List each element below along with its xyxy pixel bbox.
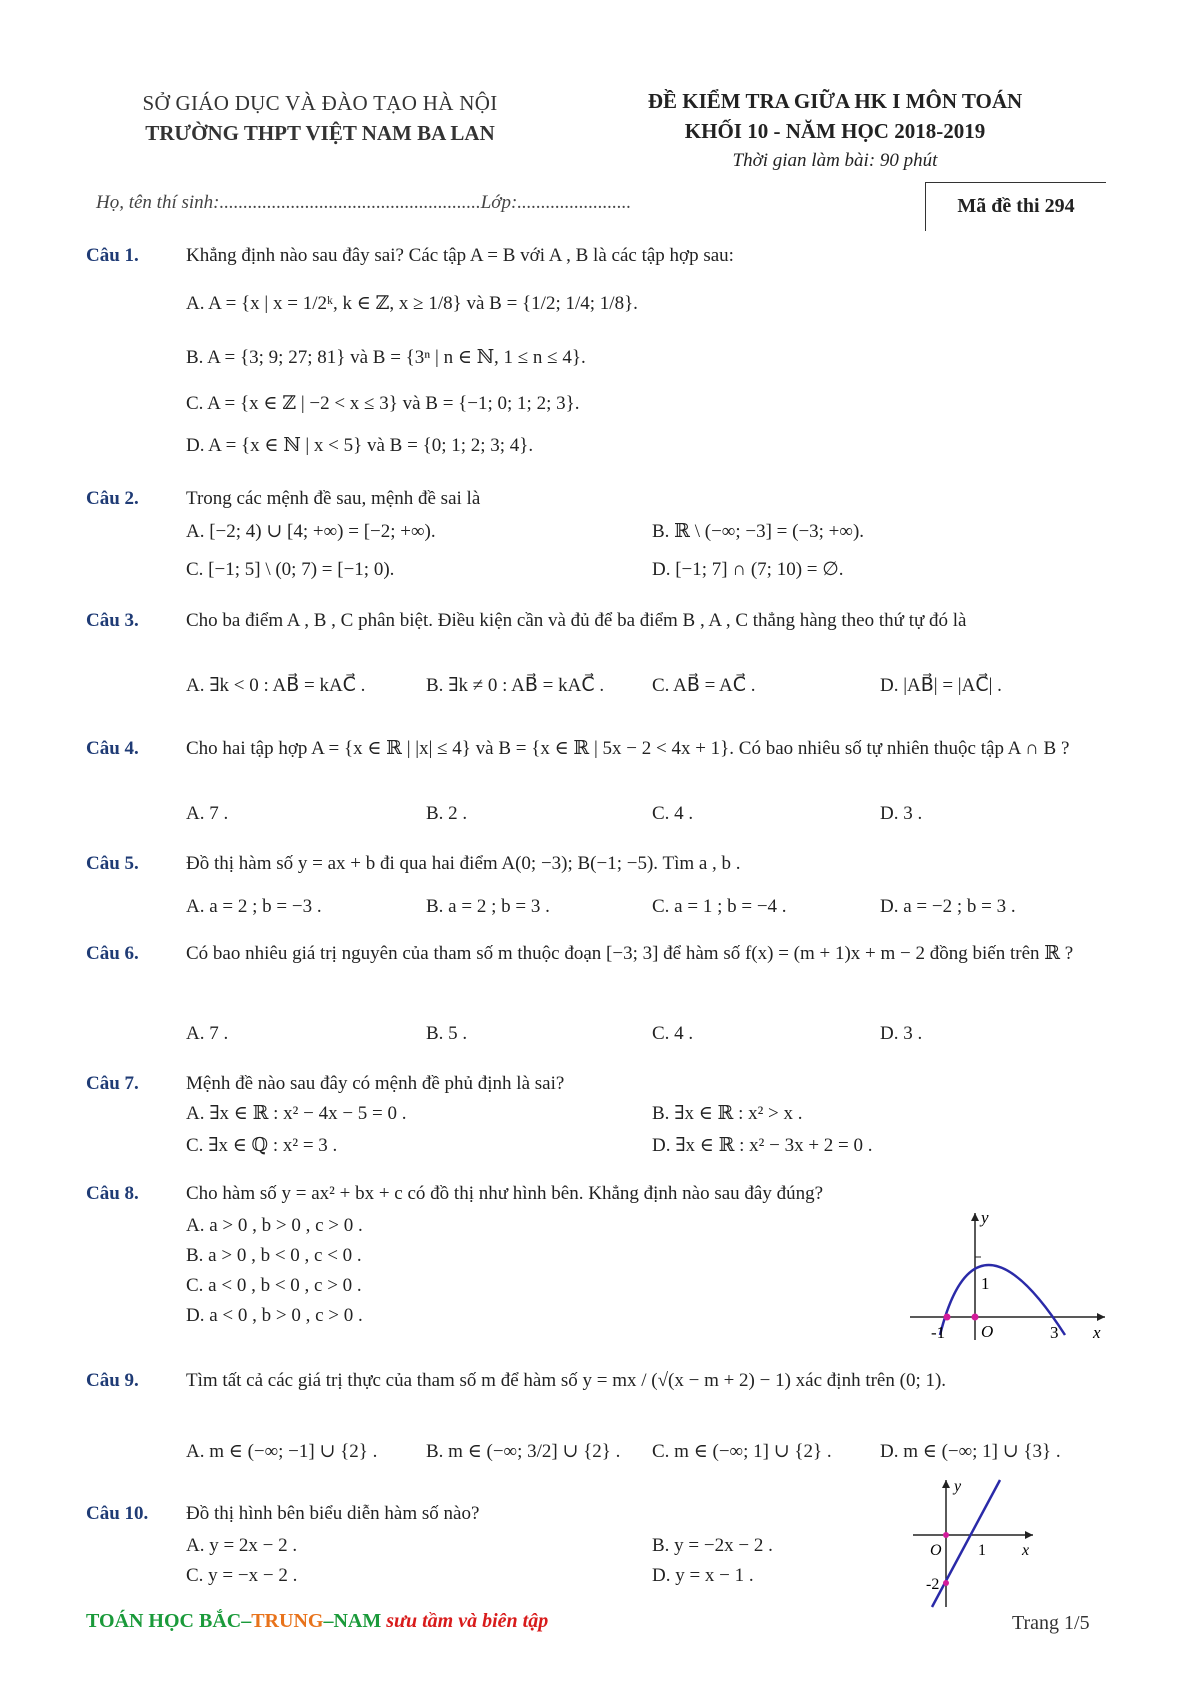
parabola-graph: [905, 1205, 1115, 1345]
question-number: Câu 8.: [86, 1183, 139, 1204]
option-b: B. m ∈ (−∞; 3/2] ∪ {2} .: [426, 1441, 621, 1462]
question-text: Đồ thị hình bên biểu diễn hàm số nào?: [186, 1503, 480, 1524]
option-a: A. ∃k < 0 : AB⃗ = kAC⃗ .: [186, 675, 366, 696]
footer-credit: [86, 1610, 548, 1633]
page-number: Trang 1/5: [1012, 1612, 1090, 1634]
option-b: B. ℝ \ (−∞; −3] = (−3; +∞).: [652, 521, 865, 542]
option-a: A. y = 2x − 2 .: [186, 1535, 298, 1556]
option-b: B. A = {3; 9; 27; 81} và B = {3ⁿ | n ∈ ℕ, 1 ≤ n ≤ 4}.: [186, 347, 586, 368]
option-a: A. A = {x | x = 1/2ᵏ, k ∈ ℤ, x ≥ 1/8} và B = {1/2; 1/4; 1/8}.: [186, 293, 638, 314]
question-number: Câu 4.: [86, 738, 139, 759]
question-number: Câu 3.: [86, 610, 139, 631]
option-d: D. [−1; 7] ∩ (7; 10) = ∅.: [652, 559, 844, 580]
question-number: Câu 5.: [86, 853, 139, 874]
question-text: Mệnh đề nào sau đây có mệnh đề phủ định là sai?: [186, 1073, 565, 1094]
y-axis-label: y: [981, 1208, 989, 1227]
school-header: [100, 88, 540, 148]
line-graph: [908, 1475, 1038, 1610]
y-intercept-label: -2: [926, 1576, 940, 1593]
question-text: Khẳng định nào sau đây sai? Các tập A = B với A , B là các tập hợp sau:: [186, 245, 734, 266]
question-number: Câu 2.: [86, 488, 139, 509]
option-a: A. a > 0 , b > 0 , c > 0 .: [186, 1215, 363, 1236]
option-a: A. ∃x ∈ ℝ : x² − 4x − 5 = 0 .: [186, 1103, 407, 1124]
option-b: B. y = −2x − 2 .: [652, 1535, 773, 1556]
exam-header: [600, 86, 1070, 176]
option-d: D. 3 .: [880, 1023, 923, 1044]
question-number: Câu 10.: [86, 1503, 149, 1524]
x-intercept-label: 1: [978, 1542, 986, 1559]
question-number: Câu 1.: [86, 245, 139, 266]
root-label: 3: [1050, 1323, 1059, 1342]
option-a: A. 7 .: [186, 803, 229, 824]
option-a: A. 7 .: [186, 1023, 229, 1044]
question-text: Có bao nhiêu giá trị nguyên của tham số m thuộc đoạn [−3; 3] để hàm số f(x) = (m + 1)x + m − 2 đồng biến trên ℝ ?: [186, 943, 1074, 964]
student-info-line: Họ, tên thí sinh:.......................................................Lớp:........................: [96, 192, 632, 213]
option-c: C. m ∈ (−∞; 1] ∪ {2} .: [652, 1441, 832, 1462]
option-c: C. y = −x − 2 .: [186, 1565, 298, 1586]
exam-title: ĐỀ KIỂM TRA GIỮA HK I MÔN TOÁN: [647, 89, 1023, 113]
option-d: D. m ∈ (−∞; 1] ∪ {3} .: [880, 1441, 1061, 1462]
option-d: D. a < 0 , b > 0 , c > 0 .: [186, 1305, 363, 1326]
option-c: C. a < 0 , b < 0 , c > 0 .: [186, 1275, 362, 1296]
origin-label: O: [981, 1322, 994, 1341]
footer-part-4: sưu tầm và biên tập: [381, 1610, 549, 1632]
option-d: D. y = x − 1 .: [652, 1565, 754, 1586]
option-b: B. ∃k ≠ 0 : AB⃗ = kAC⃗ .: [426, 675, 605, 696]
y-intercept-label: 1: [981, 1274, 990, 1293]
option-c: C. AB⃗ = AC⃗ .: [652, 675, 756, 696]
origin-label: O: [930, 1542, 942, 1559]
question-text: Tìm tất cả các giá trị thực của tham số m để hàm số y = mx / (√(x − m + 2) − 1) xác định trên (0; 1).: [186, 1370, 947, 1391]
option-d: D. 3 .: [880, 803, 923, 824]
school-name: TRƯỜNG THPT VIỆT NAM BA LAN: [145, 121, 495, 145]
option-c: C. 4 .: [652, 1023, 694, 1044]
x-axis-label: x: [1022, 1542, 1030, 1559]
option-d: D. a = −2 ; b = 3 .: [880, 896, 1016, 917]
option-b: B. 5 .: [426, 1023, 468, 1044]
question-number: Câu 6.: [86, 943, 139, 964]
option-b: B. a = 2 ; b = 3 .: [426, 896, 550, 917]
option-d: D. ∃x ∈ ℝ : x² − 3x + 2 = 0 .: [652, 1135, 873, 1156]
exam-code: Mã đề thi 294: [925, 182, 1106, 231]
exam-duration: Thời gian làm bài: 90 phút: [732, 150, 938, 171]
graph-line: [932, 1480, 1000, 1607]
option-b: B. 2 .: [426, 803, 468, 824]
question-text: Cho hai tập hợp A = {x ∈ ℝ | |x| ≤ 4} và B = {x ∈ ℝ | 5x − 2 < 4x + 1}. Có bao nhiêu số tự nhiên thuộc tập A ∩ B ?: [186, 738, 1070, 759]
option-b: B. ∃x ∈ ℝ : x² > x .: [652, 1103, 803, 1124]
option-c: C. ∃x ∈ ℚ : x² = 3 .: [186, 1135, 338, 1156]
department-name: SỞ GIÁO DỤC VÀ ĐÀO TẠO HÀ NỘI: [142, 91, 498, 115]
question-number: Câu 7.: [86, 1073, 139, 1094]
option-d: D. A = {x ∈ ℕ | x < 5} và B = {0; 1; 2; 3; 4}.: [186, 435, 534, 456]
option-c: C. 4 .: [652, 803, 694, 824]
option-b: B. a > 0 , b < 0 , c < 0 .: [186, 1245, 362, 1266]
footer-part-3: –NAM: [323, 1610, 382, 1632]
question-text: Đồ thị hàm số y = ax + b đi qua hai điểm A(0; −3); B(−1; −5). Tìm a , b .: [186, 853, 741, 874]
question-text: Cho ba điểm A , B , C phân biệt. Điều kiện cần và đủ để ba điểm B , A , C thẳng hàng theo thứ tự đó là: [186, 610, 967, 631]
option-d: D. |AB⃗| = |AC⃗| .: [880, 675, 1002, 696]
option-a: A. a = 2 ; b = −3 .: [186, 896, 322, 917]
question-text: Trong các mệnh đề sau, mệnh đề sai là: [186, 488, 481, 509]
footer-part-2: TRUNG: [251, 1610, 324, 1632]
question-number: Câu 9.: [86, 1370, 139, 1391]
parabola-curve: [940, 1265, 1065, 1335]
root-label-neg: -1: [931, 1323, 946, 1342]
y-axis-label: y: [954, 1478, 962, 1495]
option-c: C. a = 1 ; b = −4 .: [652, 896, 787, 917]
footer-part-1: TOÁN HỌC BẮC–: [86, 1610, 252, 1632]
option-c: C. A = {x ∈ ℤ | −2 < x ≤ 3} và B = {−1; 0; 1; 2; 3}.: [186, 393, 580, 414]
question-text: Cho hàm số y = ax² + bx + c có đồ thị như hình bên. Khẳng định nào sau đây đúng?: [186, 1183, 824, 1204]
option-a: A. m ∈ (−∞; −1] ∪ {2} .: [186, 1441, 378, 1462]
option-a: A. [−2; 4) ∪ [4; +∞) = [−2; +∞).: [186, 521, 436, 542]
option-c: C. [−1; 5] \ (0; 7) = [−1; 0).: [186, 559, 395, 580]
exam-grade-year: KHỐI 10 - NĂM HỌC 2018-2019: [684, 119, 986, 143]
x-axis-label: x: [1093, 1323, 1101, 1342]
